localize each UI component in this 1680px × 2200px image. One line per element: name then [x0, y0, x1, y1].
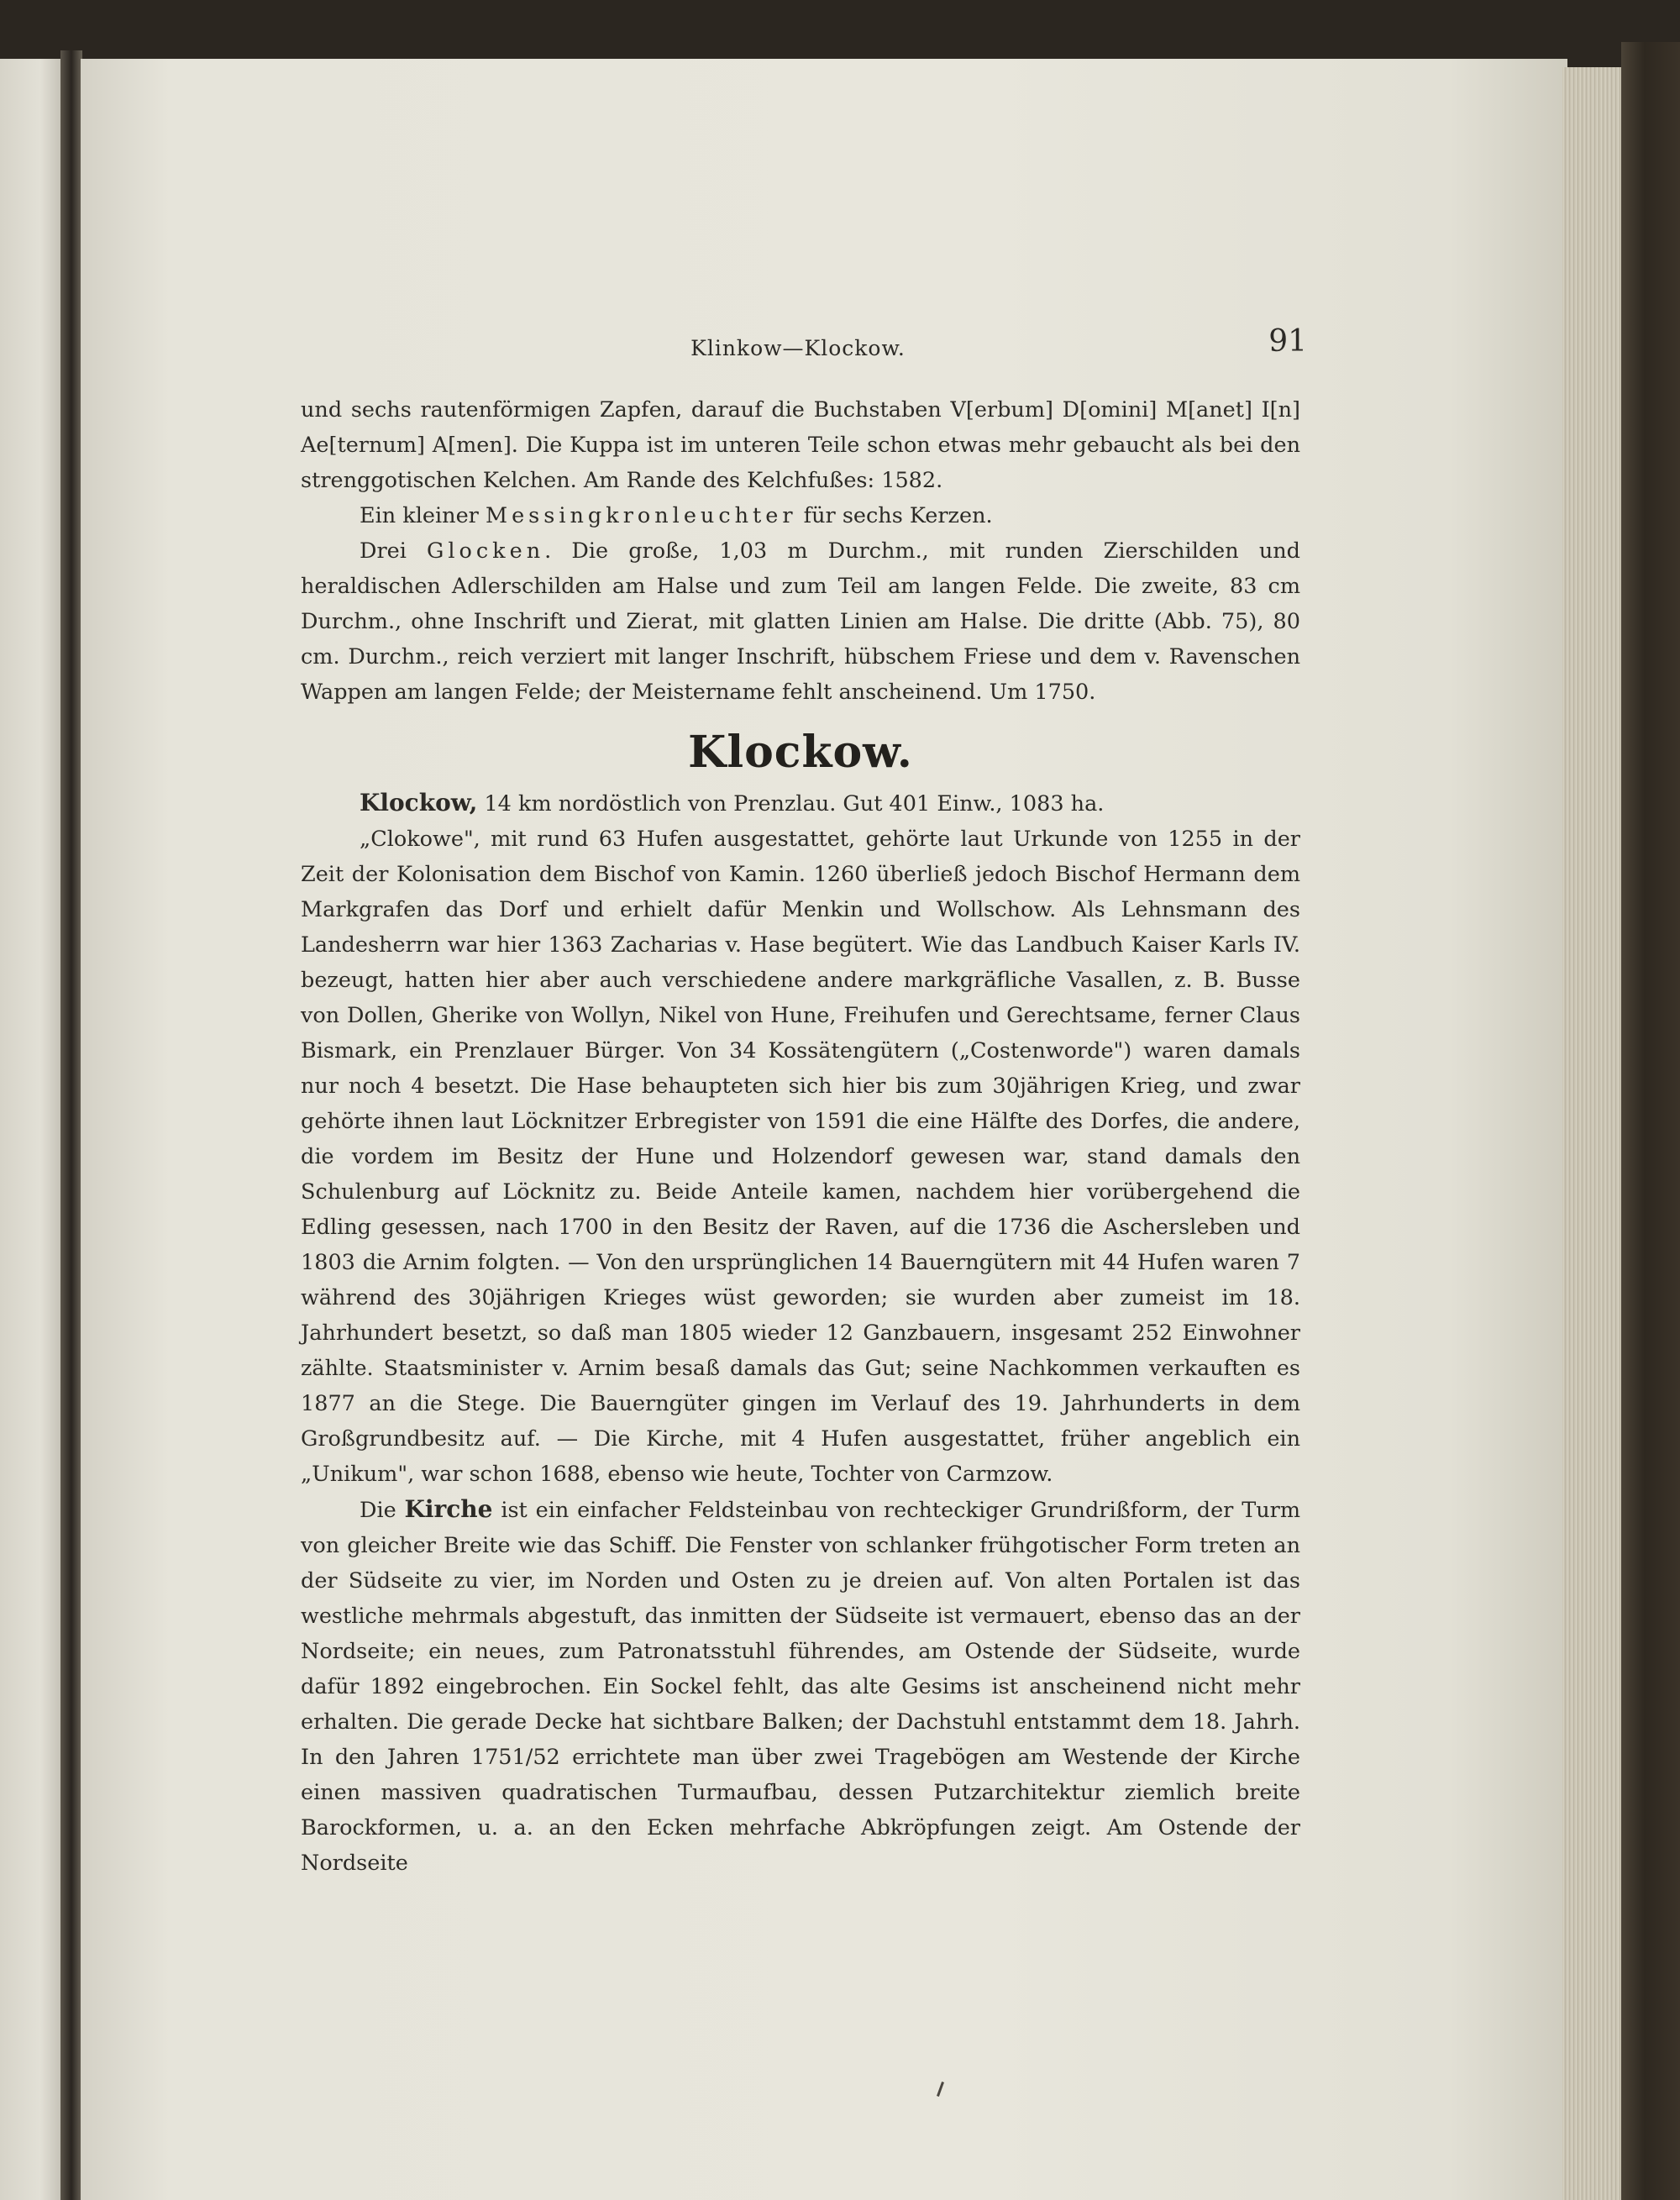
intro-text: 14 km nordöstlich von Prenzlau. Gut 401 Einw., 1083 ha. — [477, 791, 1105, 816]
book-gutter — [60, 50, 82, 2200]
running-head — [294, 324, 1307, 378]
paragraph-bells — [301, 533, 1300, 710]
bells-pre: Drei — [360, 538, 428, 564]
church-term: Kirche — [404, 1495, 493, 1523]
paragraph-chalice-end: und sechs rautenförmigen Zapfen, darauf die Buchstaben V[erbum] D[omini] M[anet] I[n] Ae[ternum] A[men]. Die Kuppa ist im unteren Teile schon etwas mehr gebaucht als bei den strenggotischen Kelchen. Am Rande des Kelchfußes: 1582. — [301, 397, 1300, 493]
paragraph-church — [301, 1492, 1300, 1881]
church-text: ist ein einfacher Feldsteinbau von rechteckiger Grundrißform, der Turm von gleicher Breite wie das Schiff. Die Fenster von schlanker frühgotischer Form treten an der Südseite zu vier, im Norden und Osten zu je dreien auf. Von alten Portalen ist das westliche mehrmals abgestuft, das inmitten der Südseite ist vermauert, ebenso das an der Nordseite; ein neues, zum Patronatsstuhl führendes, am Ostende der Südseite, wurde dafür 1892 eingebrochen. Ein Sockel fehlt, das alte Gesims ist anscheinend nicht mehr erhalten. Die gerade Decke hat sichtbare Balken; der Dachstuhl entstammt dem 18. Jahrh. In den Jahren 1751/52 errichtete man über zwei Tragebögen am Westende der Kirche einen massiven quadratischen Turmaufbau, dessen Putzarchitektur ziemlich breite Barockformen, u. a. an den Ecken mehrfache Abkröpfungen zeigt. Am Ostende der Nordseite — [301, 1498, 1300, 1876]
running-title: Klinkow—Klockow. — [690, 336, 906, 360]
book-cover-edge — [1621, 42, 1680, 2200]
paragraph-chandelier — [301, 498, 1300, 533]
church-pre: Die — [360, 1498, 405, 1523]
chandelier-post: für sechs Kerzen. — [796, 503, 993, 528]
page-body — [301, 392, 1300, 1881]
section-heading: Klockow. — [688, 727, 913, 778]
bells-term: Glocken — [427, 538, 545, 564]
left-page-edge — [0, 59, 67, 2200]
page-stack-edges — [1562, 67, 1630, 2200]
chandelier-term: Messingkronleuchter — [485, 503, 797, 528]
paragraph-intro — [301, 785, 1300, 822]
page-number: 91 — [1268, 324, 1307, 359]
bells-post: . Die große, 1,03 m Durchm., mit runden Zierschilden und heraldischen Adlerschilden am Halse und zum Teil am langen Felde. Die zweite, 83 cm Durchm., ohne Inschrift und Zierat, mit glatten Linien am Halse. Die dritte (Abb. 75), 80 cm. Durchm., reich verziert mit langer Inschrift, hübschem Friese und dem v. Ravenschen Wappen am langen Felde; der Meistername fehlt anscheinend. Um 1750. — [301, 538, 1300, 705]
chandelier-pre: Ein kleiner — [360, 503, 486, 528]
paragraph-history: „Clokowe", mit rund 63 Hufen ausgestattet, gehörte laut Urkunde von 1255 in der Zeit der Kolonisation dem Bischof von Kamin. 1260 überließ jedoch Bischof Hermann dem Markgrafen das Dorf und erhielt dafür Menkin und Wollschow. Als Lehnsmann des Landesherrn war hier 1363 Zacharias v. Hase begütert. Wie das Landbuch Kaiser Karls IV. bezeugt, hatten hier aber auch verschiedene andere markgräfliche Vasallen, z. B. Busse von Dollen, Gherike von Wollyn, Nikel von Hune, Freihufen und Gerechtsame, ferner Claus Bismark, ein Prenzlauer Bürger. Von 34 Kossätengütern („Costenworde") waren damals nur noch 4 besetzt. Die Hase behaupteten sich hier bis zum 30jährigen Krieg, und zwar gehörte ihnen laut Löcknitzer Erbregister von 1591 die eine Hälfte des Dorfes, die andere, die vordem im Besitz der Hune und Holzendorf gewesen war, stand damals den Schulenburg auf Löcknitz zu. Beide Anteile kamen, nachdem hier vorübergehend die Edling gesessen, nach 1700 in den Besitz der Raven, auf die 1736 die Aschersleben und 1803 die Arnim folgten. — Von den ursprünglichen 14 Bauerngütern mit 44 Hufen waren 7 während des 30jährigen Krieges wüst geworden; sie wurden aber zumeist im 18. Jahrhundert besetzt, so daß man 1805 wieder 12 Ganzbauern, insgesamt 252 Einwohner zählte. Staatsminister v. Arnim besaß damals das Gut; seine Nachkommen verkauften es 1877 an die Stege. Die Bauerngüter gingen im Verlauf des 19. Jahrhunderts in dem Großgrundbesitz auf. — Die Kirche, mit 4 Hufen ausgestattet, früher angeblich ein „Unikum", war schon 1688, ebenso wie heute, Tochter von Carmzow. — [301, 827, 1300, 1487]
intro-place-name: Klockow, — [360, 789, 478, 816]
